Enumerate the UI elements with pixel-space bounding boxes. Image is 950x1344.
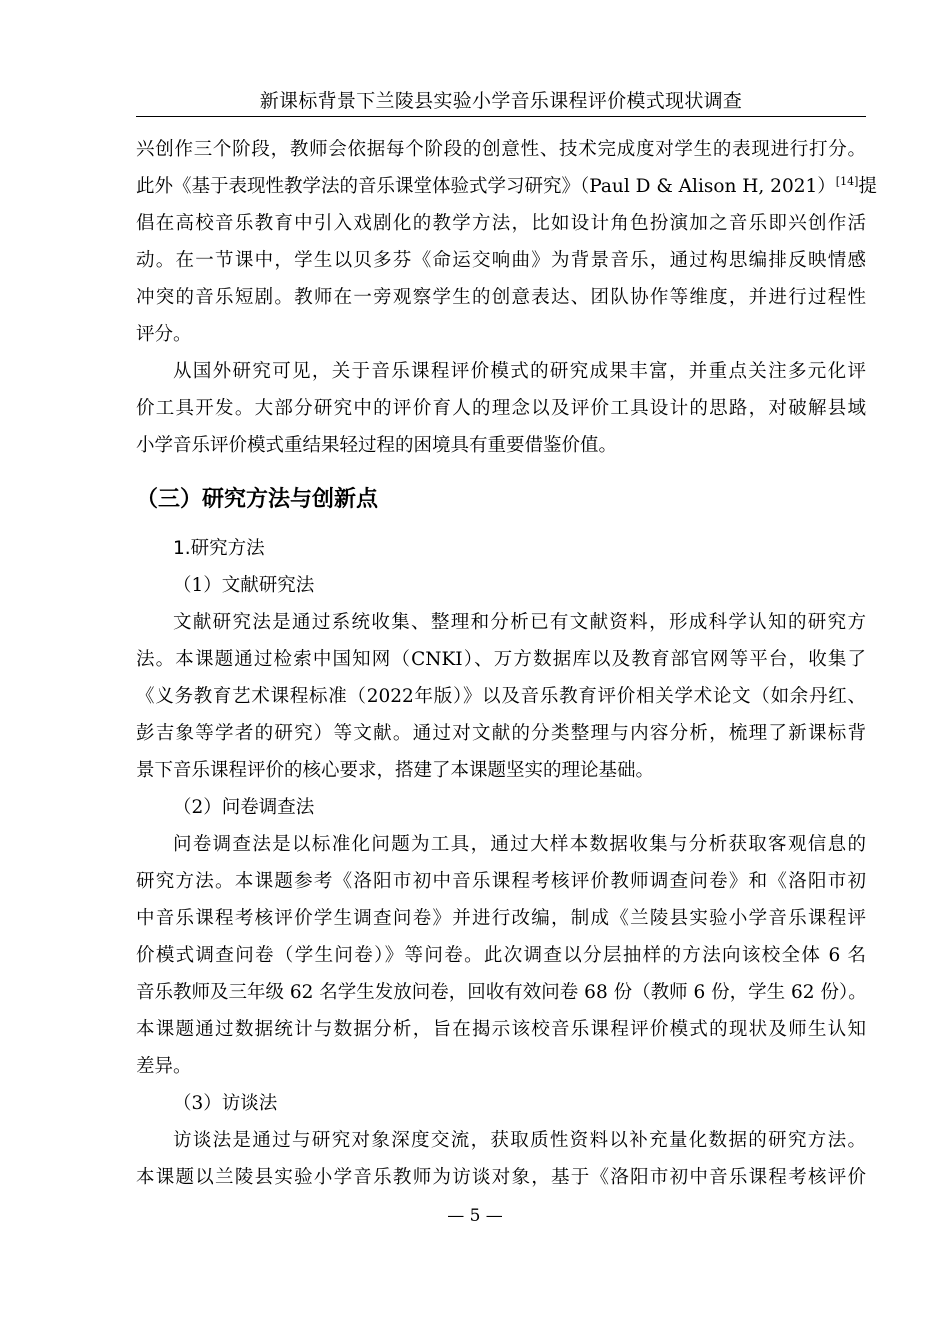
paragraph-line: 兴创作三个阶段，教师会依据每个阶段的创意性、技术完成度对学生的表现进行打分。 (136, 139, 866, 160)
paragraph-line: 中音乐课程考核评价学生调查问卷》并进行改编，制成《兰陵县实验小学音乐课程评 (136, 908, 866, 929)
paragraph-line: 彭吉象等学者的研究）等文献。通过对文献的分类整理与内容分析，梳理了新课标背 (136, 723, 866, 744)
paragraph-line: 本课题以兰陵县实验小学音乐教师为访谈对象，基于《洛阳市初中音乐课程考核评价 (136, 1167, 866, 1188)
section-heading: （三）研究方法与创新点 (136, 487, 379, 512)
header-rule (136, 116, 866, 117)
method-heading-literature: （1）文献研究法 (173, 575, 315, 596)
page-number: — 5 — (447, 1206, 503, 1226)
subsection-heading: 1.研究方法 (173, 538, 265, 559)
paragraph-line: 差异。 (136, 1056, 192, 1077)
paragraph-line: 音乐教师及三年级 62 名学生发放问卷，回收有效问卷 68 份（教师 6 份，学生 62 份）。 (136, 982, 867, 1003)
paragraph-line: 评分。 (136, 324, 192, 345)
method-heading-questionnaire: （2）问卷调查法 (173, 797, 315, 818)
paragraph-line: 景下音乐课程评价的核心要求，搭建了本课题坚实的理论基础。 (136, 760, 655, 781)
paragraph-line: 问卷调查法是以标准化问题为工具，通过大样本数据收集与分析获取客观信息的 (173, 834, 866, 855)
text-span: 提 (858, 176, 877, 197)
body-text (136, 131, 877, 1196)
paragraph-line: 价模式调查问卷（学生问卷）》等问卷。此次调查以分层抽样的方法向该校全体 6 名 (136, 945, 866, 966)
paragraph-line: 价工具开发。大部分研究中的评价育人的理念以及评价工具设计的思路，对破解县域 (136, 398, 866, 419)
paragraph-line: 从国外研究可见，关于音乐课程评价模式的研究成果丰富，并重点关注多元化评 (173, 361, 866, 382)
paragraph-line-with-citation (136, 168, 877, 205)
paragraph-line: 本课题通过数据统计与数据分析，旨在揭示该校音乐课程评价模式的现状及师生认知 (136, 1019, 866, 1040)
paragraph-line: 小学音乐评价模式重结果轻过程的困境具有重要借鉴价值。 (136, 435, 618, 456)
running-header: 新课标背景下兰陵县实验小学音乐课程评价模式现状调查 (259, 90, 743, 112)
paragraph-line: 倡在高校音乐教育中引入戏剧化的教学方法，比如设计角色扮演加之音乐即兴创作活 (136, 213, 866, 234)
paragraph-line: 法。本课题通过检索中国知网（CNKI）、万方数据库以及教育部官网等平台，收集了 (136, 649, 866, 670)
paragraph-line: 冲突的音乐短剧。教师在一旁观察学生的创意表达、团队协作等维度，并进行过程性 (136, 287, 866, 308)
paragraph-line: 访谈法是通过与研究对象深度交流，获取质性资料以补充量化数据的研究方法。 (173, 1130, 866, 1151)
citation-ref: [14] (835, 174, 859, 188)
text-span: 此外《基于表现性教学法的音乐课堂体验式学习研究》（Paul D & Alison H, 2021） (136, 176, 836, 197)
paragraph-line: 研究方法。本课题参考《洛阳市初中音乐课程考核评价教师调查问卷》和《洛阳市初 (136, 871, 866, 892)
paragraph-line: 文献研究法是通过系统收集、整理和分析已有文献资料，形成科学认知的研究方 (173, 612, 866, 633)
paragraph-line: 《义务教育艺术课程标准（2022年版）》以及音乐教育评价相关学术论文（如余丹红、 (136, 686, 866, 707)
paragraph-line: 动。在一节课中，学生以贝多芬《命运交响曲》为背景音乐，通过构思编排反映情感 (136, 250, 866, 271)
method-heading-interview: （3）访谈法 (173, 1093, 278, 1114)
